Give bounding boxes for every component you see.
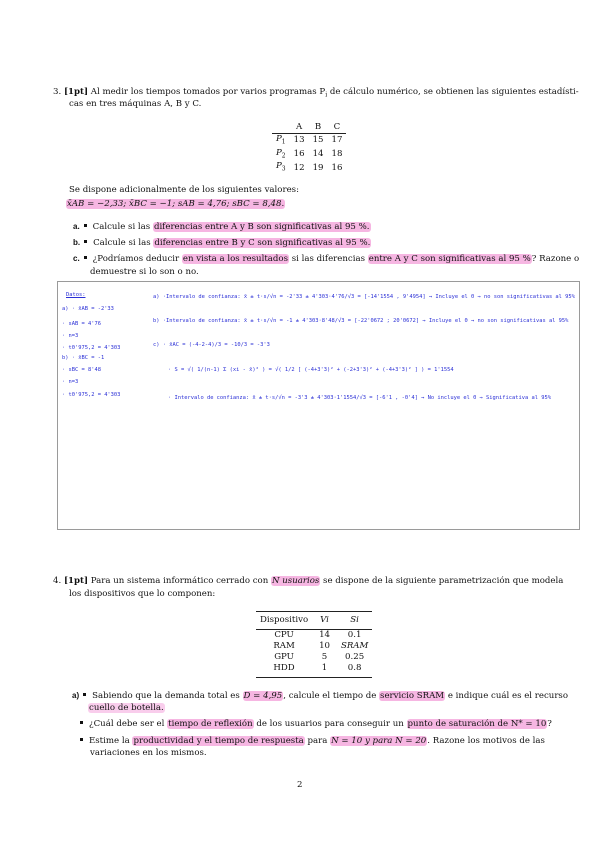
q4-item-c-line2: variaciones en los mismos. [90,748,207,758]
q4-item-a: a) Sabiendo que la demanda total es D = 4,95, calcule el tiempo de servicio SRAM e indique cuál es el recurso [72,691,569,701]
note-b: b) ·Intervalo de confianza: x̄ ± t·s/√n = -1 ± 4'303·8'48/√3 = [-22'0672 ; 20'0672] → Incluye el 0 → no son significativas al 95% [153,318,569,324]
q3-item-c-line2: demuestre si lo son o no. [90,267,199,277]
q4-item-c: Estime la productividad y el tiempo de respuesta para N = 10 y para N = 20. Razone los motivos de las [80,735,545,747]
q4-item-b: ¿Cuál debe ser el tiempo de reflexión de los usuarios para conseguir un punto de saturación de N* = 10? [80,718,552,730]
table-row: $P_1$ 13 15 17 [276,134,343,146]
q3-line2: cas en tres máquinas A, B y C. [69,99,202,109]
q4-item-a-line2: cuello de botella. [89,703,164,713]
q4-line2: los dispositivos que lo componen: [69,589,216,599]
table-row: HDD 1 0.8 [273,663,362,673]
note-c1: c) · x̄AC = (-4-2-4)/3 = -10/3 = -3'3 [153,342,270,348]
table-row: RAM 10 SRAM [273,641,369,651]
q4-table: Dispositivo Vi Si CPU 14 0.1 RAM 10 SRAM GPU 5 0.25 HDD 1 0.8 [256,611,372,678]
q3-line1: 3. [1pt] Al medir los tiempos tomados por varios programas $P_i$ de cálculo numérico, se obtienen las siguientes estadísti- [53,87,579,99]
page-number: 2 [297,780,303,790]
q3-item-b: b. Calcule si las diferencias entre B y C son significativas al 95 %. [73,238,371,248]
table-row: $P_3$ 12 19 16 [276,161,343,174]
q3-points: [1pt] [63,87,89,97]
q4-line1: 4. [1pt] Para un sistema informático cerrado con N usuarios se dispone de la siguiente parametrización que modela [53,576,564,586]
q3-values: x̄AB = −2,33; x̄BC = −1; sAB = 4,76; sBC = 8,48. [67,199,285,209]
note-c2: · S = √( 1/(n-1) Σ (xi - x̄)² ) = √( 1/2 [ (-4+3'3)² + (-2+3'3)² + (-4+3'3)² ] ) = 1'1554 [168,367,454,373]
handwritten-notes-box: Datos: a) · x̄AB = -2'33 · sAB = 4'76 · n=3 · t0'975,2 = 4'303 b) · x̄BC = -1 · sBC = 8'48 · n=3 · t0'975,2 = 4'303 a) ·Intervalo de confianza: x̄ ± t·s/√n = -2'33 ± 4'303·4'76/√3 = [-14'1554 , 9'4954] → Incluye el 0 → no son significativas al 95% b) ·Intervalo de confianza: x̄ ± t·s/√n = -1 ± 4'303·8'48/√3 = [-22'0672 ; 20'0672] → Incluye el 0 → no son significativas al 95% c) · x̄AC = (-4-2-4)/3 = -10/3 = -3'3 · S = √( 1/(n-1) Σ (xi - x̄)² ) = √( 1/2 [ (-4+3'3)² + (-2+3'3)² + (-4+3'3)² ] ) = 1'1554 · Intervalo de confianza: x̄ ± t·s/√n = -3'3 ± 4'303·1'1554/√3 = [-6'1 , -0'4] → No incluye el 0 → Significativa al 95% [57,281,580,530]
q3-item-c: c. ¿Podríamos deducir en vista a los resultados si las diferencias entre A y C son significativas al 95 %? Razone o [73,254,580,264]
q3-table: A B C $P_1$ 13 15 17 $P_2$ 16 14 18 $P_3$ 12 19 16 [272,122,346,175]
table-row: $P_2$ 16 14 18 [276,147,343,160]
q3-number: 3. [53,87,62,97]
note-c3: · Intervalo de confianza: x̄ ± t·s/√n = -3'3 ± 4'303·1'1554/√3 = [-6'1 , -0'4] → No incluye el 0 → Significativa al 95% [168,395,551,401]
table-row: CPU 14 0.1 [274,630,362,640]
table-row: GPU 5 0.25 [274,652,365,662]
note-a: a) ·Intervalo de confianza: x̄ ± t·s/√n = -2'33 ± 4'303·4'76/√3 = [-14'1554 , 9'4954] → Incluye el 0 → no son significativas al 95% [153,294,575,300]
q3-item-a: a. Calcule si las diferencias entre A y B son significativas al 95 %. [73,222,370,232]
q3-additional: Se dispone adicionalmente de los siguientes valores: [69,185,299,195]
